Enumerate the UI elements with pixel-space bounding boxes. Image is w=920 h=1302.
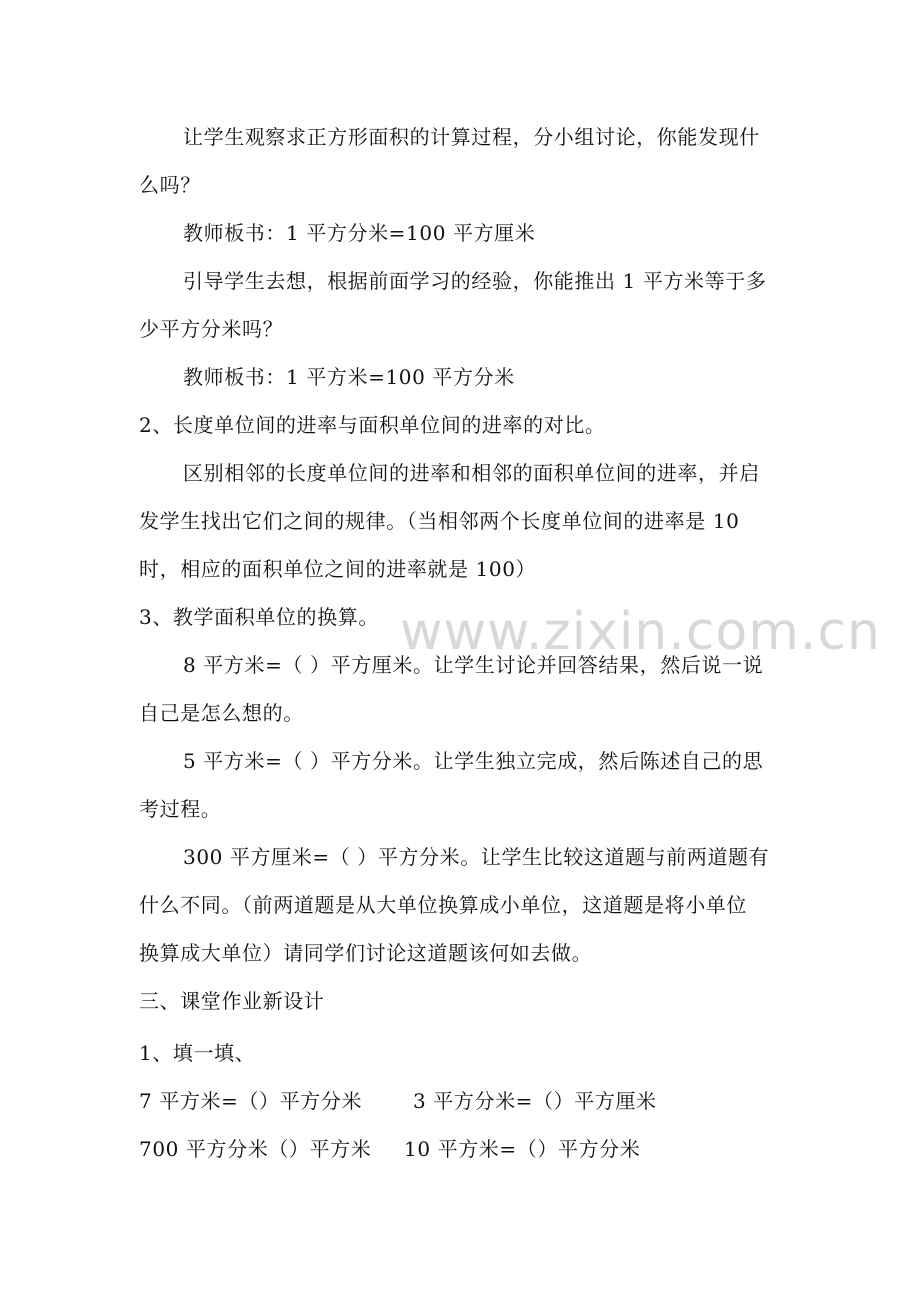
paragraph-line: 教师板书：1 平方分米=100 平方厘米 [183, 221, 536, 245]
exercise-item: 7 平方米=（）平方分米 [139, 1089, 363, 1113]
paragraph-line: 时，相应的面积单位之间的进率就是 100） [139, 557, 537, 581]
paragraph-line: 教师板书：1 平方米=100 平方分米 [183, 365, 515, 389]
paragraph-line: 引导学生去想，根据前面学习的经验，你能推出 1 平方米等于多 [183, 269, 767, 293]
exercise-item: 10 平方米=（）平方分米 [404, 1137, 641, 1161]
section-heading: 三、课堂作业新设计 [139, 989, 325, 1013]
paragraph-line: 8 平方米=（ ）平方厘米。让学生讨论并回答结果，然后说一说 [183, 653, 764, 677]
paragraph-line: 5 平方米=（ ）平方分米。让学生独立完成，然后陈述自己的思 [183, 749, 764, 773]
exercise-item: 3 平方分米=（）平方厘米 [413, 1089, 657, 1113]
paragraph-line: 换算成大单位）请同学们讨论这道题该何如去做。 [139, 941, 593, 965]
paragraph-line: 么吗？ [139, 173, 201, 197]
section-heading: 2、长度单位间的进率与面积单位间的进率的对比。 [139, 413, 606, 437]
watermark-text: www.zixin.com.cn [400, 602, 881, 662]
paragraph-line: 少平方分米吗？ [139, 317, 284, 341]
exercise-item: 700 平方分米（）平方米 [139, 1137, 372, 1161]
paragraph-line: 什么不同。（前两道题是从大单位换算成小单位，这道题是将小单位 [139, 893, 747, 917]
exercise-heading: 1、填一填、 [139, 1041, 256, 1065]
paragraph-line: 发学生找出它们之间的规律。（当相邻两个长度单位间的进率是 10 [139, 509, 740, 533]
section-heading: 3、教学面积单位的换算。 [139, 605, 379, 629]
paragraph-line: 区别相邻的长度单位间的进率和相邻的面积单位间的进率，并启 [183, 461, 760, 485]
paragraph-line: 自己是怎么想的。 [139, 701, 304, 725]
paragraph-line: 300 平方厘米=（ ）平方分米。让学生比较这道题与前两道题有 [183, 845, 770, 869]
paragraph-line: 让学生观察求正方形面积的计算过程，分小组讨论，你能发现什 [183, 125, 760, 149]
paragraph-line: 考过程。 [139, 797, 222, 821]
